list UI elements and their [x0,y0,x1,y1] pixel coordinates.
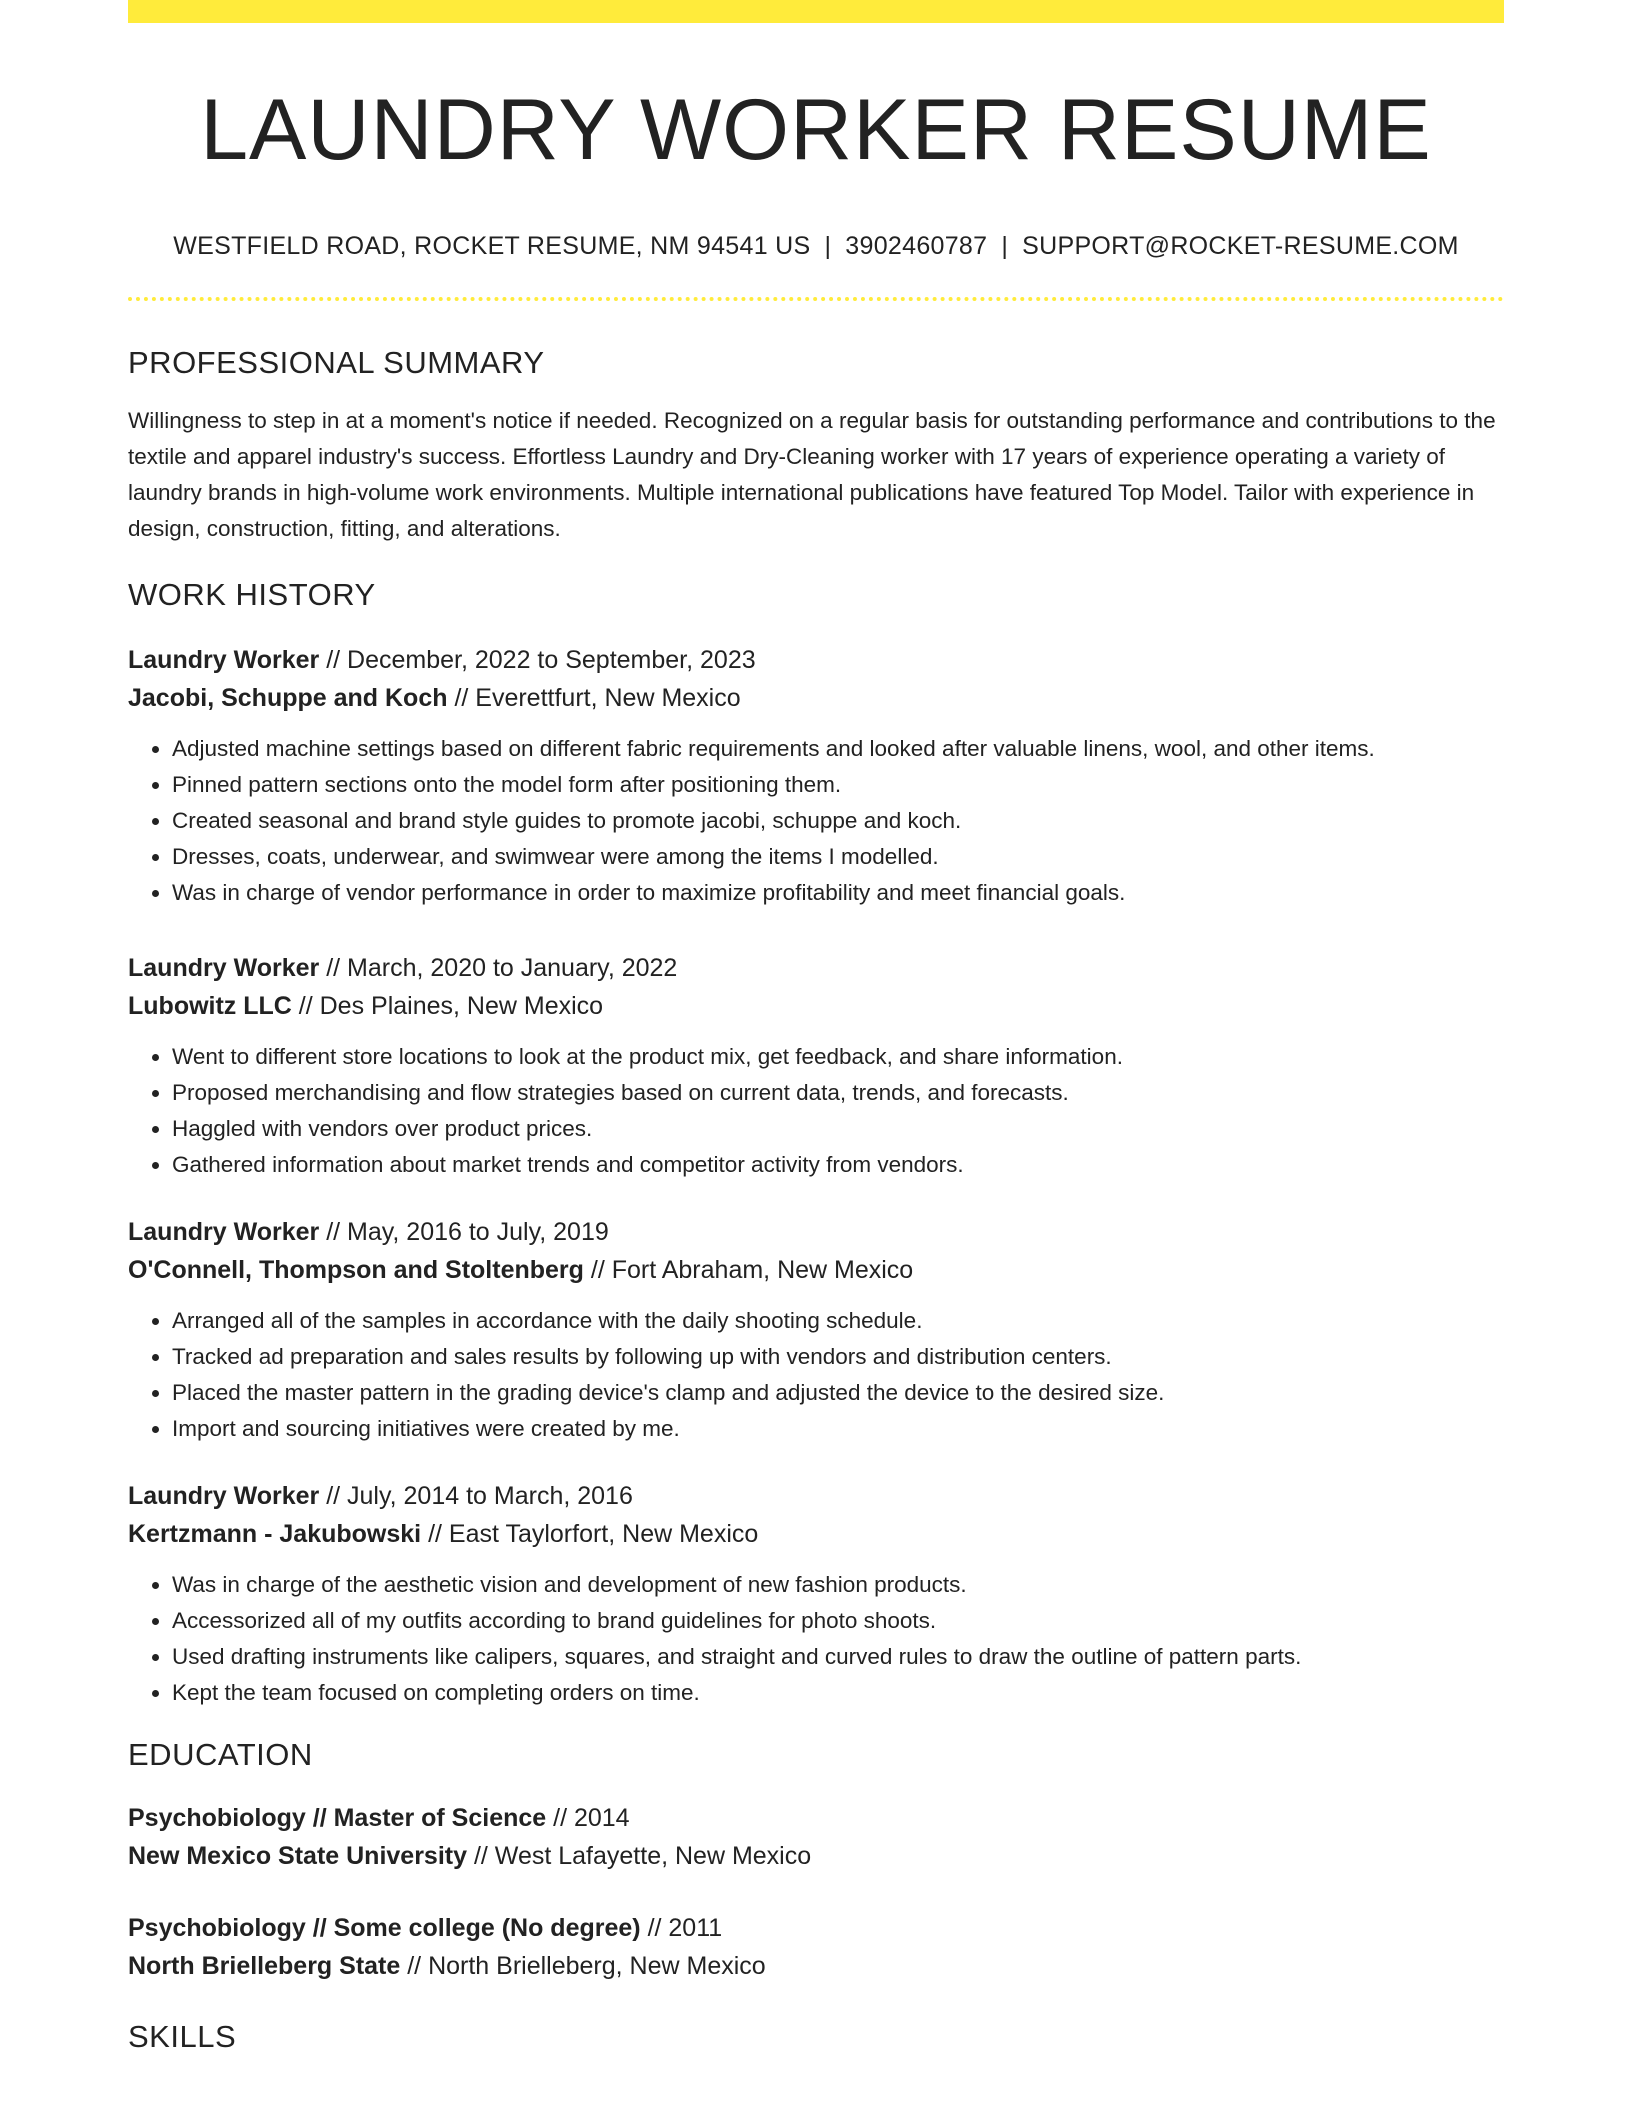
top-accent-bar [128,0,1504,23]
job-bullets [128,1039,1504,1183]
job-location: // Des Plaines, New Mexico [291,991,604,1020]
job-company: Kertzmann - Jakubowski [128,1519,422,1548]
job-title: Laundry Worker [128,1481,320,1510]
job-bullets [128,1303,1504,1447]
education-entry [128,1909,1504,1985]
job-entry [128,1213,1504,1447]
education-entry [128,1799,1504,1875]
education-school: North Brielleberg State [128,1951,401,1980]
summary-text: Willingness to step in at a moment's notice if needed. Recognized on a regular basis for outstanding performance and contributions to the textile and apparel industry's success. Effortless Laundry and Dry-Cleaning worker with 17 years of experience operating a variety of laundry brands in high-volume work environments. Multiple international publications have featured Top Model. Tailor with experience in design, construction, fitting, and alterations. [128,407,1496,541]
job-company-line [128,987,1504,1025]
section-heading-skills: SKILLS [128,2018,237,2054]
job-dates: // May, 2016 to July, 2019 [319,1217,609,1246]
job-bullet: • Was in charge of vendor performance in order to maximize profitability and meet financial goals. [172,875,1504,911]
job-bullet: • Accessorized all of my outfits according to brand guidelines for photo shoots. [172,1603,1504,1639]
job-dates: // December, 2022 to September, 2023 [319,645,756,674]
contact-phone: 3902460787 [845,231,988,260]
job-title-line [128,641,1504,679]
contact-separator: | [1001,231,1009,260]
job-company: Jacobi, Schuppe and Koch [128,683,448,712]
contact-address: WESTFIELD ROAD, ROCKET RESUME, NM 94541 US [173,231,811,260]
job-title-line [128,949,1504,987]
job-company-line [128,1515,1504,1553]
resume-title: LAUNDRY WORKER RESUME [200,82,1432,178]
contact-email: SUPPORT@ROCKET-RESUME.COM [1022,231,1459,260]
resume-page [128,0,1504,2055]
job-bullet: • Used drafting instruments like calipers, squares, and straight and curved rules to draw the outline of pattern parts. [172,1639,1504,1675]
job-bullet: • Arranged all of the samples in accordance with the daily shooting schedule. [172,1303,1504,1339]
job-bullet: • Placed the master pattern in the grading device's clamp and adjusted the device to the desired size. [172,1375,1504,1411]
job-bullet: • Was in charge of the aesthetic vision and development of new fashion products. [172,1567,1504,1603]
job-entry [128,1477,1504,1711]
job-company: O'Connell, Thompson and Stoltenberg [128,1255,584,1284]
education-year: // 2014 [546,1803,630,1832]
job-bullet: • Import and sourcing initiatives were created by me. [172,1411,1504,1447]
job-bullet: • Dresses, coats, underwear, and swimwear were among the items I modelled. [172,839,1504,875]
job-bullet: • Tracked ad preparation and sales results by following up with vendors and distribution centers. [172,1339,1504,1375]
section-heading-summary: PROFESSIONAL SUMMARY [128,344,545,380]
job-dates: // March, 2020 to January, 2022 [319,953,678,982]
education-degree: Psychobiology // Some college (No degree) [128,1913,641,1942]
job-title: Laundry Worker [128,1217,320,1246]
job-bullet: • Pinned pattern sections onto the model form after positioning them. [172,767,1504,803]
education-school-line [128,1947,1504,1985]
job-dates: // July, 2014 to March, 2016 [319,1481,633,1510]
job-bullet: • Went to different store locations to look at the product mix, get feedback, and share information. [172,1039,1504,1075]
job-title-line [128,1213,1504,1251]
job-bullet: • Proposed merchandising and flow strategies based on current data, trends, and forecasts. [172,1075,1504,1111]
education-year: // 2011 [640,1913,723,1942]
job-bullets [128,1567,1504,1711]
education-school-line [128,1837,1504,1875]
job-location: // East Taylorfort, New Mexico [421,1519,759,1548]
section-heading-education: EDUCATION [128,1736,313,1772]
job-bullet: • Kept the team focused on completing orders on time. [172,1675,1504,1711]
dotted-divider [128,297,1504,301]
contact-separator: | [824,231,832,260]
education-location: // West Lafayette, New Mexico [467,1841,812,1870]
contact-line [128,232,1504,261]
job-title-line [128,1477,1504,1515]
job-bullets [128,731,1504,911]
education-school: New Mexico State University [128,1841,468,1870]
job-bullet: • Haggled with vendors over product prices. [172,1111,1504,1147]
education-degree-line [128,1909,1504,1947]
section-heading-work-history: WORK HISTORY [128,576,376,612]
job-title: Laundry Worker [128,645,320,674]
job-location: // Everettfurt, New Mexico [447,683,741,712]
job-company: Lubowitz LLC [128,991,292,1020]
job-bullet: • Created seasonal and brand style guides to promote jacobi, schuppe and koch. [172,803,1504,839]
education-location: // North Brielleberg, New Mexico [400,1951,766,1980]
job-company-line [128,679,1504,717]
education-degree: Psychobiology // Master of Science [128,1803,547,1832]
job-entry [128,641,1504,911]
job-title: Laundry Worker [128,953,320,982]
job-entry [128,949,1504,1183]
job-company-line [128,1251,1504,1289]
job-location: // Fort Abraham, New Mexico [583,1255,914,1284]
job-bullet: • Adjusted machine settings based on different fabric requirements and looked after valuable linens, wool, and other items. [172,731,1504,767]
job-bullet: • Gathered information about market trends and competitor activity from vendors. [172,1147,1504,1183]
education-degree-line [128,1799,1504,1837]
